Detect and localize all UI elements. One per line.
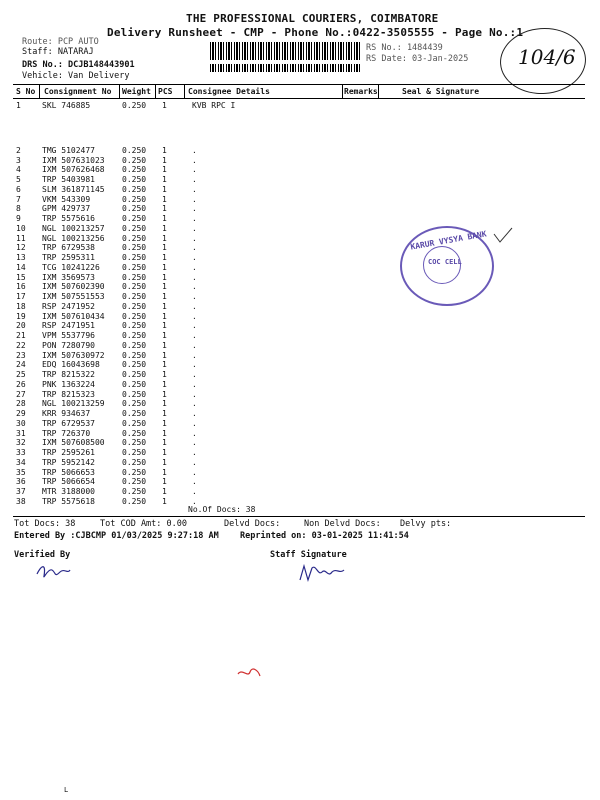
consignment-cell: IXM 507630972	[42, 350, 105, 360]
sno-cell: 38	[16, 496, 26, 506]
pcs-cell: 1	[162, 253, 167, 262]
weight-cell: 0.250	[122, 311, 147, 321]
table-top-rule	[13, 84, 585, 85]
consignee-cell: .	[192, 214, 197, 223]
consignee-cell: .	[192, 282, 197, 292]
weight-cell: 0.250	[122, 350, 147, 360]
table-row	[0, 477, 600, 487]
consignee-cell: .	[192, 389, 197, 399]
consignment-cell: VKM 543309	[42, 194, 91, 204]
sno-cell: 10	[16, 223, 26, 233]
sno-cell: 28	[16, 399, 26, 409]
sno-cell: 15	[16, 272, 26, 282]
table-row	[0, 321, 600, 331]
sno-cell: 35	[16, 467, 26, 477]
consignee-cell: .	[192, 155, 197, 165]
stamp-inner-text: COC CELL	[428, 258, 462, 266]
sno-cell: 31	[16, 428, 26, 438]
consignee-cell: .	[192, 321, 197, 331]
pcs-cell: 1	[162, 204, 167, 214]
rs-number: RS No.: 1484439	[366, 43, 443, 53]
sno-cell: 23	[16, 350, 26, 360]
staff-signature	[298, 562, 348, 586]
table-row	[0, 312, 600, 322]
consignee-cell: .	[192, 428, 197, 438]
consignment-cell: IXM 507631023	[42, 155, 105, 165]
weight-cell: 0.250	[122, 282, 147, 292]
weight-cell: 0.250	[122, 155, 147, 165]
consignment-cell: TRP 5066653	[42, 467, 95, 477]
consignment-cell: TRP 8215322	[42, 370, 95, 379]
sno-cell: 36	[16, 477, 26, 487]
table-row	[0, 360, 600, 370]
pcs-cell: 1	[162, 428, 167, 438]
consignee-cell: .	[192, 340, 197, 350]
consignment-cell: TRP 5952142	[42, 457, 95, 467]
pcs-cell: 1	[162, 101, 167, 110]
pcs-cell: 1	[162, 457, 167, 467]
table-row	[0, 165, 600, 175]
sno-cell: 7	[16, 194, 21, 204]
sno-cell: 25	[16, 370, 26, 379]
pcs-cell: 1	[162, 370, 167, 379]
consignee-cell: .	[192, 467, 197, 477]
sno-cell: 20	[16, 321, 26, 331]
verified-by-label: Verified By	[14, 550, 71, 560]
consignee-cell: .	[192, 184, 197, 194]
sno-cell: 5	[16, 175, 21, 184]
sno-cell: 29	[16, 409, 26, 418]
sno-cell: 26	[16, 379, 26, 389]
weight-cell: 0.250	[122, 223, 147, 233]
table-row	[0, 438, 600, 448]
weight-cell: 0.250	[122, 428, 147, 438]
weight-cell: 0.250	[122, 175, 147, 184]
pcs-cell: 1	[162, 223, 167, 233]
consignment-cell: MTR 3188000	[42, 487, 95, 496]
consignment-cell: TRP 5575618	[42, 496, 95, 506]
pcs-cell: 1	[162, 467, 167, 477]
consignee-cell: .	[192, 418, 197, 428]
consignee-cell: .	[192, 301, 197, 311]
red-tick-mark	[236, 664, 262, 682]
delvy-pts: Delvy pts:	[400, 519, 452, 529]
delvd-docs: Delvd Docs:	[224, 519, 281, 529]
consignee-cell: .	[192, 243, 197, 253]
pcs-cell: 1	[162, 165, 167, 175]
sno-cell: 16	[16, 282, 26, 292]
weight-cell: 0.250	[122, 292, 147, 301]
weight-cell: 0.250	[122, 409, 147, 418]
consignee-cell: .	[192, 223, 197, 233]
table-row	[0, 468, 600, 478]
table-row	[0, 273, 600, 283]
consignment-cell: IXM 507610434	[42, 311, 105, 321]
weight-cell: 0.250	[122, 467, 147, 477]
consignment-cell: PNK 1363224	[42, 379, 95, 389]
tot-cod-amt: Tot COD Amt: 0.00	[100, 519, 187, 529]
sno-cell: 37	[16, 487, 26, 496]
sno-cell: 4	[16, 165, 21, 175]
weight-cell: 0.250	[122, 389, 147, 399]
barcode	[210, 42, 360, 60]
table-row	[0, 341, 600, 351]
pcs-cell: 1	[162, 301, 167, 311]
sno-cell: 22	[16, 340, 26, 350]
table-row	[0, 458, 600, 468]
sno-cell: 3	[16, 155, 21, 165]
consignment-cell: IXM 507608500	[42, 438, 105, 448]
consignee-cell: .	[192, 487, 197, 496]
pcs-cell: 1	[162, 350, 167, 360]
consignee-cell: .	[192, 233, 197, 243]
weight-cell: 0.250	[122, 457, 147, 467]
route-label: Route: PCP AUTO	[22, 37, 99, 47]
consignee-cell: .	[192, 311, 197, 321]
consignment-cell: IXM 3569573	[42, 272, 95, 282]
consignment-cell: IXM 507626468	[42, 165, 105, 175]
sno-cell: 8	[16, 204, 21, 214]
pcs-cell: 1	[162, 214, 167, 223]
table-row	[0, 419, 600, 429]
consignee-cell: .	[192, 409, 197, 418]
no-of-docs: No.Of Docs: 38	[188, 505, 256, 514]
weight-cell: 0.250	[122, 272, 147, 282]
consignee-cell: .	[192, 272, 197, 282]
barcode-lower	[210, 64, 360, 72]
totals-top-rule	[13, 516, 585, 517]
consignment-cell: TRP 2595311	[42, 253, 95, 262]
consignee-cell: .	[192, 175, 197, 184]
table-row	[0, 253, 600, 263]
col-divider	[155, 84, 156, 98]
pcs-cell: 1	[162, 399, 167, 409]
consignee-cell: .	[192, 145, 197, 155]
table-row	[0, 195, 600, 205]
weight-cell: 0.250	[122, 253, 147, 262]
consignment-cell: TRP 6729538	[42, 243, 95, 253]
table-row	[0, 146, 600, 156]
pcs-cell: 1	[162, 487, 167, 496]
col-weight: Weight	[122, 87, 151, 96]
weight-cell: 0.250	[122, 243, 147, 253]
sno-cell: 33	[16, 448, 26, 457]
pcs-cell: 1	[162, 233, 167, 243]
weight-cell: 0.250	[122, 194, 147, 204]
table-row	[0, 263, 600, 273]
table-row	[0, 409, 600, 419]
sno-cell: 1	[16, 101, 21, 110]
sno-cell: 24	[16, 360, 26, 370]
sno-cell: 6	[16, 184, 21, 194]
consignee-cell: .	[192, 194, 197, 204]
sno-cell: 13	[16, 253, 26, 262]
verifier-signature	[34, 560, 74, 582]
weight-cell: 0.250	[122, 379, 147, 389]
consignment-cell: TRP 5575616	[42, 214, 95, 223]
consignee-cell: .	[192, 477, 197, 487]
col-consignee: Consignee Details	[188, 87, 270, 96]
table-row	[0, 302, 600, 312]
table-row	[0, 214, 600, 224]
consignment-cell: IXM 507602390	[42, 282, 105, 292]
weight-cell: 0.250	[122, 321, 147, 331]
weight-cell: 0.250	[122, 262, 147, 272]
consignee-cell: .	[192, 379, 197, 389]
weight-cell: 0.250	[122, 165, 147, 175]
pcs-cell: 1	[162, 331, 167, 340]
table-row	[0, 487, 600, 497]
consignee-cell: .	[192, 370, 197, 379]
pcs-cell: 1	[162, 262, 167, 272]
company-name: THE PROFESSIONAL COURIERS, COIMBATORE	[186, 12, 439, 25]
consignee-cell: .	[192, 253, 197, 262]
table-row	[0, 429, 600, 439]
weight-cell: 0.250	[122, 214, 147, 223]
consignment-cell: TRP 8215323	[42, 389, 95, 399]
weight-cell: 0.250	[122, 360, 147, 370]
col-divider	[184, 84, 185, 98]
pcs-cell: 1	[162, 311, 167, 321]
table-row	[0, 399, 600, 409]
weight-cell: 0.250	[122, 145, 147, 155]
table-header-rule	[13, 98, 585, 99]
table-row	[0, 292, 600, 302]
consignee-cell: .	[192, 457, 197, 467]
consignee-cell: .	[192, 350, 197, 360]
consignment-cell: NGL 100213256	[42, 233, 105, 243]
consignment-cell: EDQ 16043698	[42, 360, 100, 370]
table-row	[0, 156, 600, 166]
sno-cell: 12	[16, 243, 26, 253]
table-row	[0, 175, 600, 185]
tot-docs: Tot Docs: 38	[14, 519, 76, 529]
pcs-cell: 1	[162, 409, 167, 418]
stamp-check-mark	[492, 226, 514, 246]
table-row	[0, 448, 600, 458]
sno-cell: 30	[16, 418, 26, 428]
col-divider	[39, 84, 40, 98]
consignee-cell: .	[192, 262, 197, 272]
col-divider	[378, 84, 379, 98]
consignment-cell: TRP 6729537	[42, 418, 95, 428]
table-row	[0, 282, 600, 292]
sno-cell: 18	[16, 301, 26, 311]
pcs-cell: 1	[162, 145, 167, 155]
pcs-cell: 1	[162, 321, 167, 331]
table-row	[0, 101, 600, 111]
consignment-cell: RSP 2471951	[42, 321, 95, 331]
consignee-cell: .	[192, 496, 197, 506]
sno-cell: 21	[16, 331, 26, 340]
consignee-cell: .	[192, 331, 197, 340]
vehicle-label: Vehicle: Van Delivery	[22, 71, 130, 81]
pcs-cell: 1	[162, 448, 167, 457]
consignment-cell: IXM 507551553	[42, 292, 105, 301]
weight-cell: 0.250	[122, 496, 147, 506]
weight-cell: 0.250	[122, 340, 147, 350]
runsheet-subtitle: Delivery Runsheet - CMP - Phone No.:0422-3505555 - Page No.:1	[107, 26, 524, 39]
consignee-cell: .	[192, 204, 197, 214]
staff-signature-label: Staff Signature	[270, 550, 347, 560]
reprinted-on: Reprinted on: 03-01-2025 11:41:54	[240, 531, 409, 541]
weight-cell: 0.250	[122, 418, 147, 428]
entered-by: Entered By :CJBCMP 01/03/2025 9:27:18 AM	[14, 531, 219, 541]
weight-cell: 0.250	[122, 184, 147, 194]
consignment-cell: TRP 2595261	[42, 448, 95, 457]
consignee-cell: .	[192, 165, 197, 175]
table-row	[0, 351, 600, 361]
col-seal: Seal & Signature	[402, 87, 480, 96]
sno-cell: 19	[16, 311, 26, 321]
pcs-cell: 1	[162, 282, 167, 292]
consignment-cell: TRP 5066654	[42, 477, 95, 487]
consignment-cell: TCG 10241226	[42, 262, 100, 272]
pcs-cell: 1	[162, 292, 167, 301]
consignment-cell: SKL 746885	[42, 101, 91, 110]
consignment-cell: GPM 429737	[42, 204, 91, 214]
consignment-cell: NGL 100213257	[42, 223, 105, 233]
table-row	[0, 390, 600, 400]
pcs-cell: 1	[162, 496, 167, 506]
consignment-cell: KRR 934637	[42, 409, 91, 418]
weight-cell: 0.250	[122, 370, 147, 379]
table-row	[0, 185, 600, 195]
weight-cell: 0.250	[122, 101, 147, 110]
consignee-cell: .	[192, 448, 197, 457]
pcs-cell: 1	[162, 438, 167, 448]
weight-cell: 0.250	[122, 448, 147, 457]
pcs-cell: 1	[162, 243, 167, 253]
weight-cell: 0.250	[122, 233, 147, 243]
table-row	[0, 380, 600, 390]
drs-label: DRS No.: DCJB148443901	[22, 60, 135, 70]
consignment-cell: NGL 100213259	[42, 399, 105, 409]
col-divider	[342, 84, 343, 98]
pcs-cell: 1	[162, 477, 167, 487]
sno-cell: 11	[16, 233, 26, 243]
weight-cell: 0.250	[122, 477, 147, 487]
stamp-text: KARUR VYSYA BANK	[409, 229, 488, 252]
consignee-cell: KVB RPC I	[192, 101, 236, 110]
table-row	[0, 204, 600, 214]
sno-cell: 14	[16, 262, 26, 272]
staff-label: Staff: NATARAJ	[22, 47, 94, 57]
consignment-cell: SLM 361871145	[42, 184, 105, 194]
weight-cell: 0.250	[122, 487, 147, 496]
sno-cell: 32	[16, 438, 26, 448]
sno-cell: 9	[16, 214, 21, 223]
weight-cell: 0.250	[122, 331, 147, 340]
consignment-cell: PON 7280790	[42, 340, 95, 350]
sno-cell: 27	[16, 389, 26, 399]
weight-cell: 0.250	[122, 301, 147, 311]
col-sno: S No	[16, 87, 36, 96]
weight-cell: 0.250	[122, 204, 147, 214]
col-remarks: Remarks	[344, 87, 378, 96]
col-divider	[119, 84, 120, 98]
weight-cell: 0.250	[122, 438, 147, 448]
handwritten-note: 104/6	[518, 45, 576, 69]
col-pcs: PCS	[158, 87, 173, 96]
pcs-cell: 1	[162, 194, 167, 204]
pcs-cell: 1	[162, 155, 167, 165]
pcs-cell: 1	[162, 175, 167, 184]
consignment-cell: TRP 5403981	[42, 175, 95, 184]
table-row	[0, 331, 600, 341]
consignment-cell: TMG 5102477	[42, 145, 95, 155]
consignment-cell: RSP 2471952	[42, 301, 95, 311]
sno-cell: 17	[16, 292, 26, 301]
pcs-cell: 1	[162, 340, 167, 350]
col-consignment: Consignment No	[44, 87, 112, 96]
rs-date: RS Date: 03-Jan-2025	[366, 54, 469, 64]
non-delvd-docs: Non Delvd Docs:	[304, 519, 381, 529]
pcs-cell: 1	[162, 360, 167, 370]
pcs-cell: 1	[162, 418, 167, 428]
weight-cell: 0.250	[122, 399, 147, 409]
consignment-cell: TRP 726370	[42, 428, 91, 438]
consignee-cell: .	[192, 438, 197, 448]
pcs-cell: 1	[162, 184, 167, 194]
bottom-mark: L	[64, 786, 69, 794]
pcs-cell: 1	[162, 272, 167, 282]
sno-cell: 34	[16, 457, 26, 467]
consignee-cell: .	[192, 360, 197, 370]
table-row	[0, 370, 600, 380]
pcs-cell: 1	[162, 379, 167, 389]
sno-cell: 2	[16, 145, 21, 155]
consignment-cell: VPM 5537796	[42, 331, 95, 340]
pcs-cell: 1	[162, 389, 167, 399]
table-row	[0, 497, 600, 507]
consignee-cell: .	[192, 292, 197, 301]
consignee-cell: .	[192, 399, 197, 409]
